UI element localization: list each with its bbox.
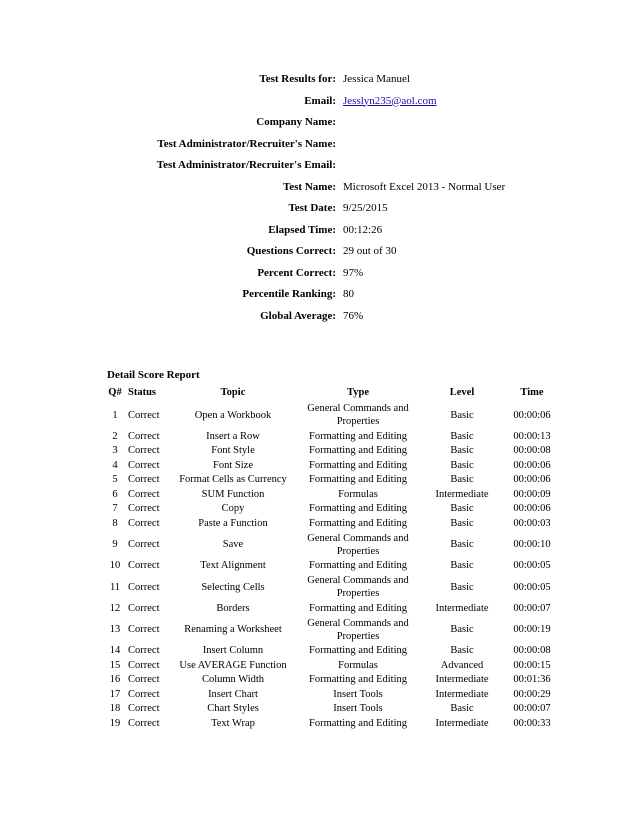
cell-type: Formulas [338,488,378,500]
cell-type: Formatting and Editing [309,602,407,614]
summary-row [0,116,638,138]
summary-label: Email: [304,94,336,107]
cell-level: Advanced [440,659,484,671]
cell-time: 00:00:06 [513,503,551,515]
summary-row [0,267,638,289]
detail-score-table [104,383,562,731]
cell-time: 00:00:13 [513,430,551,442]
cell-topic: Open a Workbook [194,409,272,421]
cell-type: Formatting and Editing [309,459,407,471]
summary-label: Test Administrator/Recruiter's Email: [156,159,336,171]
cell-q: 17 [109,688,121,700]
table-header-row [104,383,562,401]
cell-level: Basic [450,560,474,572]
cell-level: Intermediate [435,674,489,686]
cell-time: 00:00:10 [513,539,551,550]
cell-q: 9 [112,539,118,550]
cell-q: 11 [109,581,121,593]
cell-type: General Commands and Properties [307,575,409,599]
cell-q: 16 [109,674,121,686]
header-topic: Topic [220,386,246,398]
cell-topic: Insert a Row [206,430,260,442]
cell-type: Formatting and Editing [309,645,407,657]
cell-q: 4 [112,459,118,471]
cell-time: 00:00:05 [513,581,551,593]
cell-status: Correct [128,674,160,686]
table-row [104,531,562,559]
cell-q: 15 [109,659,121,671]
summary-row [0,288,638,310]
cell-status: Correct [128,503,160,515]
cell-status: Correct [128,409,160,421]
summary-value: 29 out of 30 [343,245,397,257]
cell-topic: Paste a Function [198,517,268,529]
cell-status: Correct [128,703,160,715]
cell-topic: Font Size [213,459,253,471]
cell-type: General Commands and Properties [307,403,409,427]
summary-value: 76% [343,309,364,322]
table-row [104,502,562,517]
cell-q: 5 [112,474,118,486]
summary-value: 00:12:26 [343,223,383,236]
cell-type: Formatting and Editing [309,560,407,572]
cell-time: 00:00:06 [513,474,551,486]
table-row [104,487,562,502]
cell-time: 00:00:07 [513,703,551,715]
cell-time: 00:00:33 [513,717,551,729]
summary-value: 80 [343,288,354,300]
summary-row [0,159,638,181]
table-row [104,616,562,644]
cell-level: Basic [450,474,474,486]
cell-status: Correct [128,624,160,635]
cell-status: Correct [128,445,160,457]
cell-time: 00:00:15 [513,659,551,671]
table-row [104,687,562,702]
cell-type: Insert Tools [333,688,383,700]
header-status: Status [128,386,157,398]
cell-topic: Text Wrap [211,717,255,729]
summary-value: Microsoft Excel 2013 - Normal User [343,180,506,193]
summary-row [0,181,638,203]
cell-time: 00:00:08 [513,645,551,657]
summary-label: Test Results for: [259,73,336,85]
cell-topic: Save [222,539,244,550]
cell-type: Formulas [338,659,378,671]
summary-label: Test Date: [288,202,336,214]
cell-level: Intermediate [435,717,489,729]
summary-row [0,224,638,246]
summary-row [0,245,638,267]
summary-value: Jessica Manuel [343,73,410,85]
table-row [104,601,562,616]
cell-status: Correct [128,659,160,671]
header-time: Time [520,386,544,398]
cell-status: Correct [128,688,160,700]
cell-status: Correct [128,645,160,657]
table-row [104,716,562,731]
email-link[interactable]: Jesslyn235@aol.com [343,94,437,107]
header-level: Level [449,386,475,398]
cell-status: Correct [128,517,160,529]
cell-topic: Format Cells as Currency [179,474,287,486]
summary-label: Test Administrator/Recruiter's Name: [157,137,336,150]
cell-status: Correct [128,488,160,500]
cell-time: 00:00:03 [513,517,551,529]
summary-label: Test Name: [282,180,336,193]
cell-status: Correct [128,459,160,471]
cell-q: 19 [109,717,121,729]
cell-time: 00:00:09 [513,488,551,500]
cell-time: 00:00:07 [513,602,551,614]
cell-type: Formatting and Editing [309,674,407,686]
summary-row [0,73,638,95]
cell-level: Basic [450,430,474,442]
cell-status: Correct [128,602,160,614]
cell-status: Correct [128,717,160,729]
cell-type: Formatting and Editing [309,517,407,529]
cell-level: Intermediate [435,602,489,614]
cell-level: Basic [450,581,474,593]
cell-type: Formatting and Editing [309,430,407,442]
cell-type: Formatting and Editing [309,474,407,486]
cell-type: Formatting and Editing [309,717,407,729]
table-row [104,458,562,473]
cell-level: Basic [450,539,474,550]
cell-time: 00:00:05 [513,560,551,572]
cell-time: 00:00:08 [513,445,551,457]
cell-level: Basic [450,645,474,657]
table-row [104,444,562,459]
summary-label: Percent Correct: [257,266,336,279]
summary-row [0,310,638,332]
cell-q: 18 [109,703,121,715]
cell-time: 00:00:06 [513,459,551,471]
cell-q: 6 [112,488,118,500]
cell-level: Basic [450,409,474,421]
cell-topic: Chart Styles [207,703,259,715]
cell-status: Correct [128,581,160,593]
cell-q: 14 [109,645,121,657]
cell-topic: SUM Function [201,488,265,500]
summary-label: Percentile Ranking: [242,288,336,300]
cell-status: Correct [128,539,160,550]
cell-topic: Insert Chart [208,688,258,700]
summary-row [0,95,638,117]
summary-value: 9/25/2015 [343,202,388,214]
table-row [104,644,562,659]
table-row [104,573,562,601]
summary-value: 97% [343,266,364,279]
cell-topic: Text Alignment [200,560,266,572]
cell-topic: Font Style [211,445,255,457]
cell-level: Basic [450,503,474,515]
summary-row [0,202,638,224]
cell-level: Basic [450,624,474,635]
cell-q: 7 [112,503,118,515]
summary-label: Global Average: [260,309,336,322]
cell-time: 00:00:29 [513,688,551,700]
table-row [104,516,562,531]
header-type: Type [347,386,369,398]
cell-type: Insert Tools [333,703,383,715]
cell-type: General Commands and Properties [307,532,409,557]
cell-q: 13 [109,624,121,635]
cell-topic: Column Width [201,674,265,686]
cell-q: 1 [112,409,118,421]
cell-q: 8 [112,517,118,529]
cell-level: Basic [450,459,474,471]
cell-type: General Commands and Properties [307,617,409,642]
summary-label: Elapsed Time: [268,223,336,236]
cell-topic: Copy [221,503,245,515]
cell-level: Basic [450,703,474,715]
cell-type: Formatting and Editing [309,503,407,515]
cell-level: Basic [450,517,474,529]
summary-value [343,95,437,107]
table-row [104,702,562,717]
cell-type: Formatting and Editing [309,445,407,457]
cell-q: 12 [109,602,121,614]
cell-topic: Use AVERAGE Function [179,659,287,671]
cell-time: 00:01:36 [513,674,551,686]
summary-row [0,138,638,160]
cell-time: 00:00:19 [513,624,551,635]
summary-label: Company Name: [256,116,336,128]
cell-time: 00:00:06 [513,409,551,421]
cell-level: Intermediate [435,488,489,500]
cell-topic: Borders [216,602,250,614]
table-row [104,401,562,429]
cell-status: Correct [128,560,160,572]
cell-q: 10 [109,560,121,572]
cell-status: Correct [128,474,160,486]
detail-report-title: Detail Score Report [107,369,200,381]
cell-status: Correct [128,430,160,442]
cell-topic: Insert Column [202,645,264,657]
cell-level: Basic [450,445,474,457]
table-row [104,429,562,444]
summary-label: Questions Correct: [246,245,336,257]
table-row [104,673,562,688]
cell-topic: Selecting Cells [201,581,265,593]
header-q: Q# [108,386,122,398]
table-row [104,559,562,574]
table-row [104,473,562,488]
test-summary [0,73,638,331]
cell-q: 2 [112,430,118,442]
cell-topic: Renaming a Worksheet [184,624,282,635]
table-row [104,658,562,673]
cell-q: 3 [112,445,118,457]
cell-level: Intermediate [435,688,489,700]
